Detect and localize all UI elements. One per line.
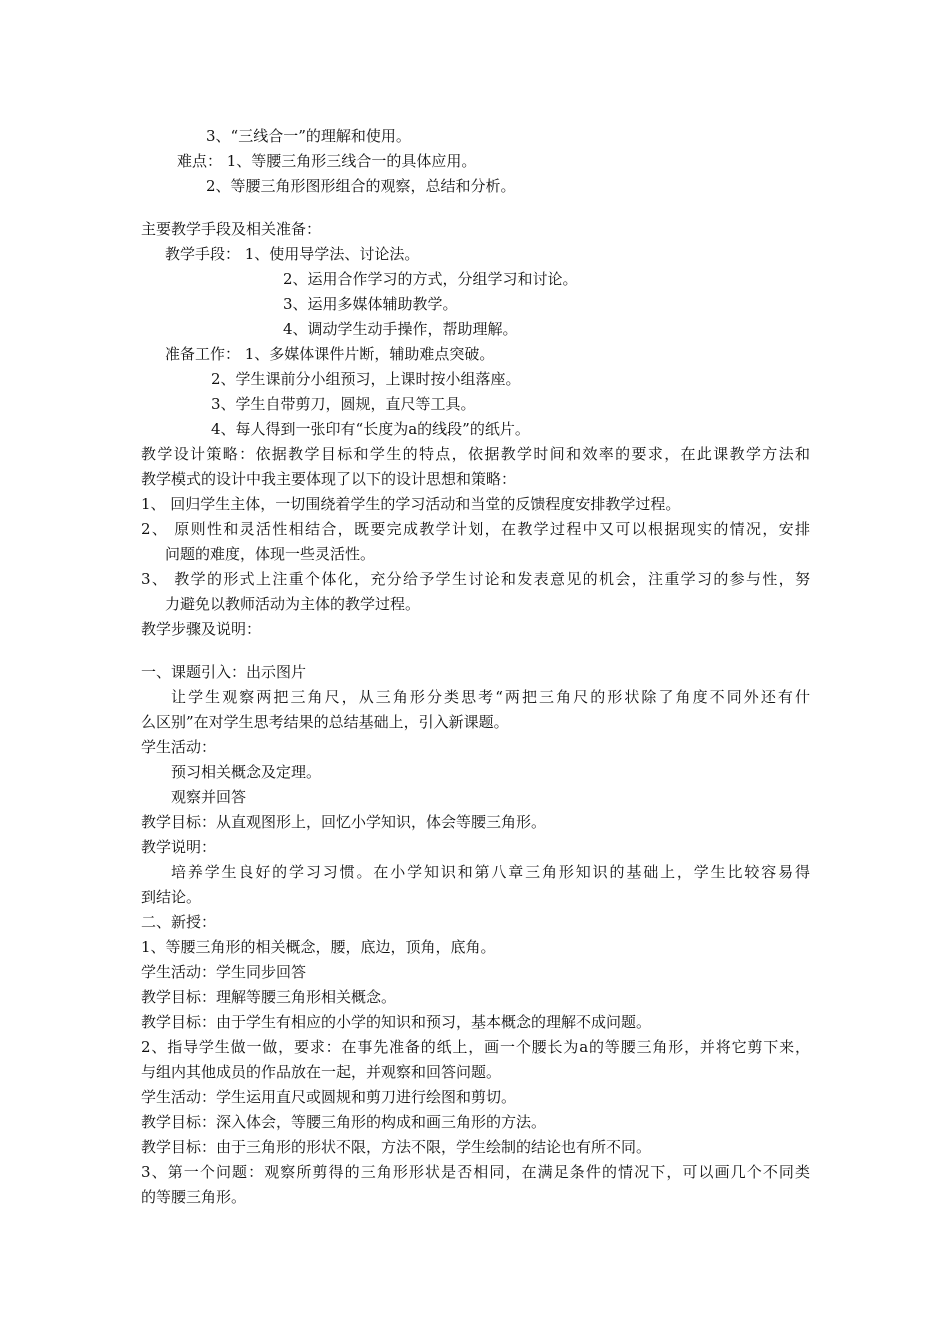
line-39: 教学目标：深入体会，等腰三角形的构成和画三角形的方法。	[141, 1113, 547, 1131]
line-41: 3、第一个问题：观察所剪得的三角形形状是否相同，在满足条件的情况下，可以画几个不同类	[141, 1163, 810, 1181]
line-42: 的等腰三角形。	[141, 1188, 247, 1206]
line-34: 教学目标：理解等腰三角形相关概念。	[141, 988, 397, 1006]
line-21: 一、课题引入：出示图片	[141, 663, 307, 681]
line-15: 1、 回归学生主体，一切围绕着学生的学习活动和当堂的反馈程度安排教学过程。	[141, 495, 681, 513]
line-03: 2、等腰三角形图形组合的观察，总结和分析。	[206, 177, 516, 195]
line-29: 培养学生良好的学习习惯。在小学知识和第八章三角形知识的基础上，学生比较容易得	[171, 863, 810, 881]
line-26: 观察并回答	[171, 788, 247, 806]
line-14: 教学模式的设计中我主要体现了以下的设计思想和策略：	[141, 470, 517, 488]
line-22: 让学生观察两把三角尺，从三角形分类思考“两把三角尺的形状除了角度不同外还有什	[171, 688, 810, 706]
line-28: 教学说明：	[141, 838, 217, 856]
line-30: 到结论。	[141, 888, 202, 906]
line-01: 3、“三线合一”的理解和使用。	[206, 127, 411, 145]
line-07: 3、运用多媒体辅助教学。	[283, 295, 458, 313]
line-10: 2、学生课前分小组预习，上课时按小组落座。	[211, 370, 521, 388]
line-11: 3、学生自带剪刀，圆规，直尺等工具。	[211, 395, 476, 413]
line-25: 预习相关概念及定理。	[171, 763, 322, 781]
line-40: 教学目标：由于三角形的形状不限，方法不限，学生绘制的结论也有所不同。	[141, 1138, 652, 1156]
line-20: 教学步骤及说明：	[141, 620, 262, 638]
line-31: 二、新授：	[141, 913, 217, 931]
line-24: 学生活动：	[141, 738, 217, 756]
line-06: 2、运用合作学习的方式，分组学习和讨论。	[283, 270, 578, 288]
line-32: 1、等腰三角形的相关概念，腰，底边，顶角，底角。	[141, 938, 496, 956]
line-13: 教学设计策略：依据教学目标和学生的特点，依据教学时间和效率的要求，在此课教学方法和	[141, 445, 810, 463]
line-02: 难点： 1、等腰三角形三线合一的具体应用。	[177, 152, 477, 170]
line-05: 教学手段： 1、使用导学法、讨论法。	[165, 245, 420, 263]
line-16: 2、 原则性和灵活性相结合，既要完成教学计划，在教学过程中又可以根据现实的情况，安排	[141, 520, 810, 538]
line-12: 4、每人得到一张印有“长度为a的线段”的纸片。	[211, 420, 530, 438]
line-38: 学生活动：学生运用直尺或圆规和剪刀进行绘图和剪切。	[141, 1088, 517, 1106]
line-36: 2、指导学生做一做，要求：在事先准备的纸上，画一个腰长为a的等腰三角形，并将它剪下来，	[141, 1038, 810, 1056]
line-09: 准备工作： 1、多媒体课件片断，辅助难点突破。	[165, 345, 495, 363]
line-08: 4、调动学生动手操作，帮助理解。	[283, 320, 518, 338]
line-23: 么区别”在对学生思考结果的总结基础上，引入新课题。	[141, 713, 509, 731]
section-heading: 主要教学手段及相关准备：	[141, 220, 322, 238]
line-33: 学生活动：学生同步回答	[141, 963, 307, 981]
line-19: 力避免以教师活动为主体的教学过程。	[165, 595, 421, 613]
line-37: 与组内其他成员的作品放在一起，并观察和回答问题。	[141, 1063, 502, 1081]
line-35: 教学目标：由于学生有相应的小学的知识和预习，基本概念的理解不成问题。	[141, 1013, 652, 1031]
line-27: 教学目标：从直观图形上，回忆小学知识，体会等腰三角形。	[141, 813, 547, 831]
line-17: 问题的难度，体现一些灵活性。	[165, 545, 376, 563]
line-18: 3、 教学的形式上注重个体化，充分给予学生讨论和发表意见的机会，注重学习的参与性，努	[141, 570, 810, 588]
